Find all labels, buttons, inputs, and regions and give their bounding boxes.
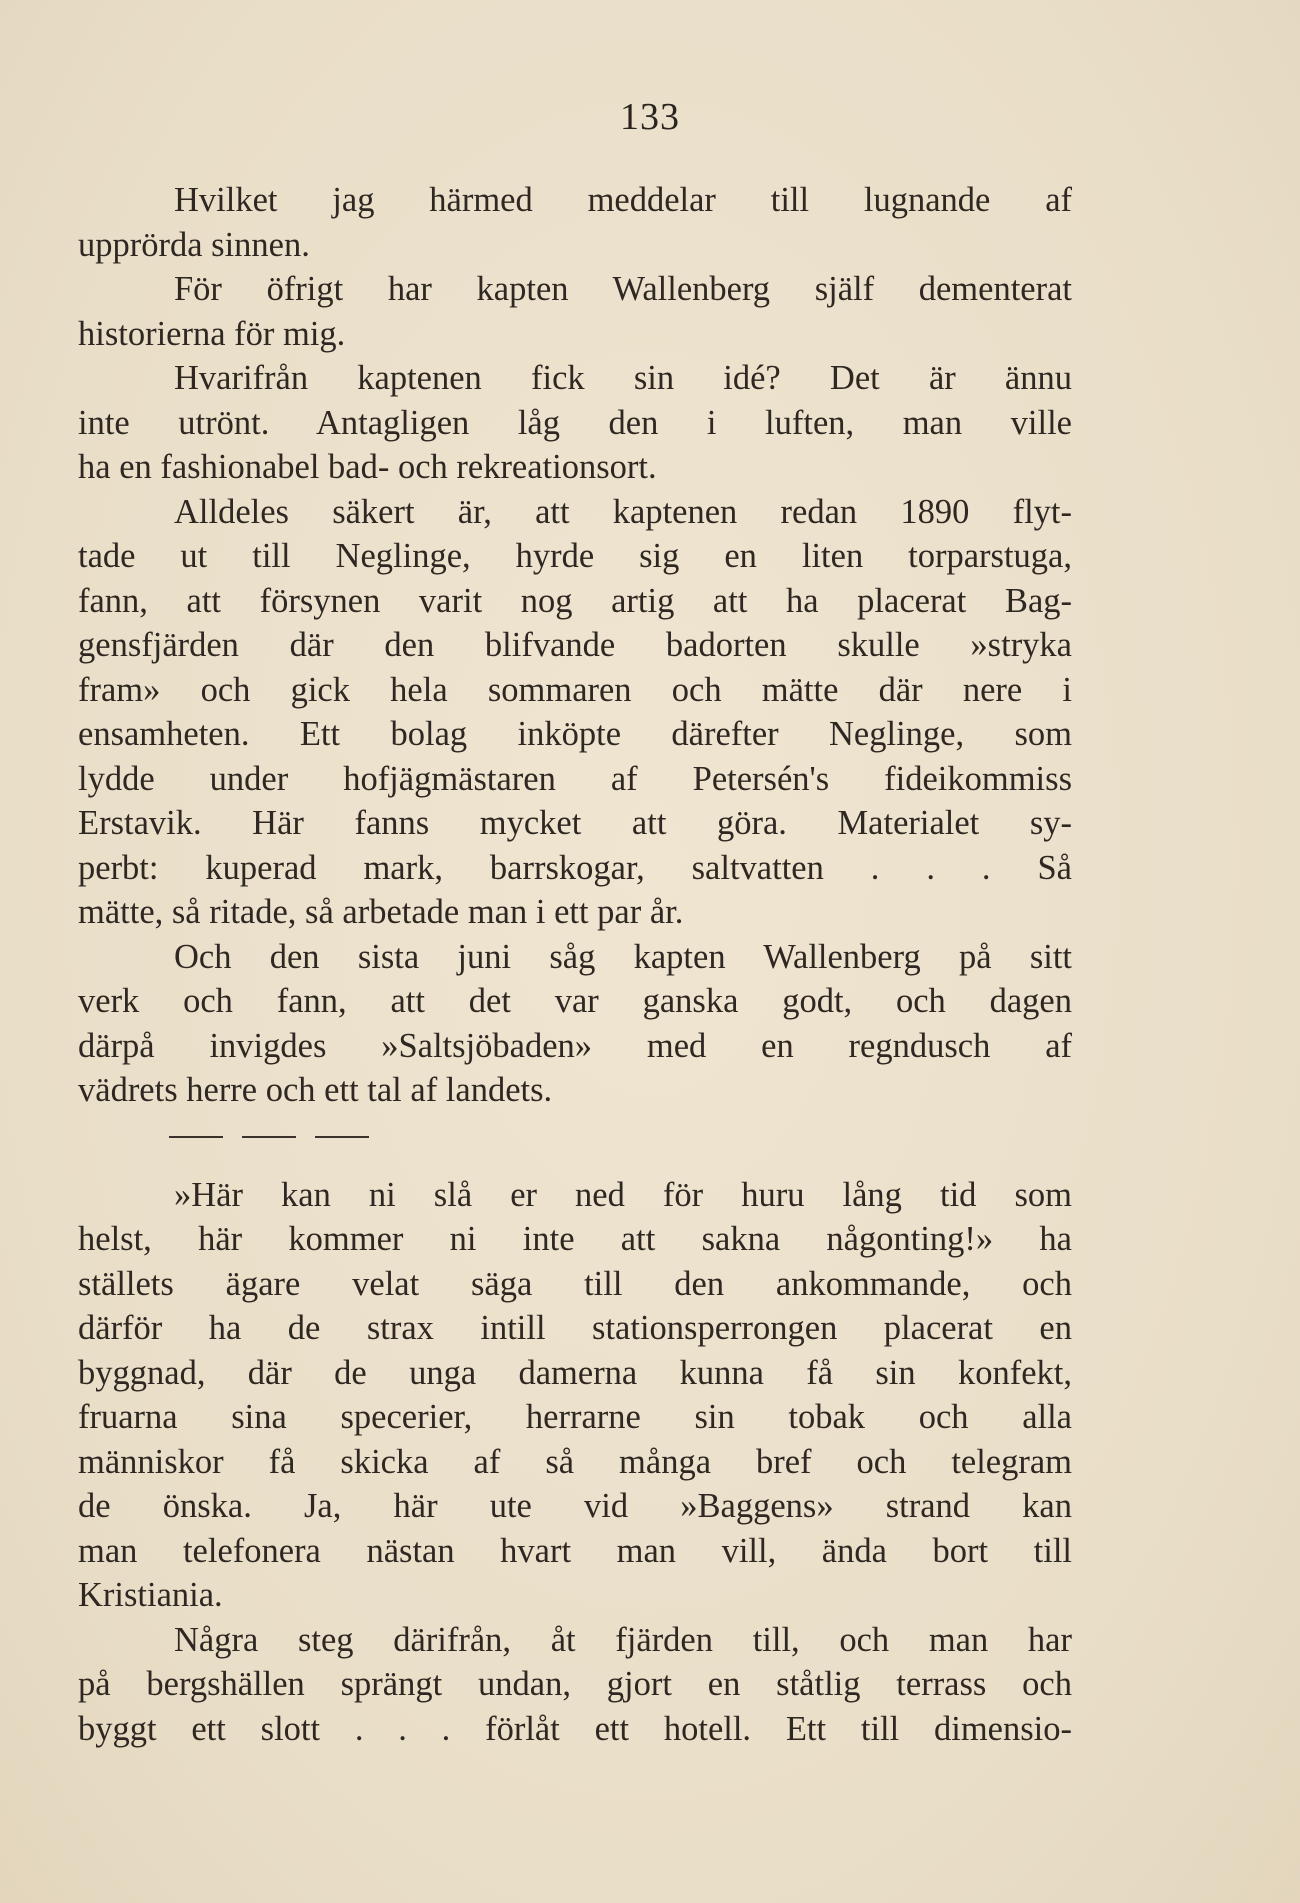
text-line: historierna för mig. bbox=[78, 314, 346, 353]
text-line: fruarna sina specerier, herrarne sin tobak och alla bbox=[78, 1398, 1072, 1436]
dash bbox=[315, 1136, 369, 1138]
divider-dashes bbox=[169, 1136, 369, 1139]
text-line: ställets ägare velat säga till den ankommande, och bbox=[78, 1264, 1072, 1303]
text-line: vädrets herre och ett tal af landets. bbox=[78, 1071, 553, 1109]
text-line: För öfrigt har kapten Wallenberg själf dementerat bbox=[174, 270, 1072, 308]
text-line: inte utrönt. Antagligen låg den i luften, man ville bbox=[78, 403, 1072, 442]
body-text bbox=[78, 178, 1072, 1751]
text-line: människor få skicka af så många bref och telegram bbox=[78, 1442, 1072, 1481]
text-line: ha en fashionabel bad- och rekreationsort. bbox=[78, 448, 657, 486]
text-line: fram» och gick hela sommaren och mätte där nere i bbox=[78, 670, 1072, 709]
text-line: Erstavik. Här fanns mycket att göra. Materialet sy- bbox=[78, 804, 1072, 842]
text-line: Hvilket jag härmed meddelar till lugnande af bbox=[174, 181, 1072, 219]
text-line: ensamheten. Ett bolag inköpte därefter Neglinge, som bbox=[78, 715, 1072, 753]
text-line: Hvarifrån kaptenen fick sin idé? Det är ännu bbox=[174, 359, 1072, 397]
text-section-after-divider bbox=[78, 1173, 1072, 1752]
text-line: Alldeles säkert är, att kaptenen redan 1890 flyt- bbox=[174, 492, 1072, 531]
text-line: lydde under hofjägmästaren af Petersén's fideikommiss bbox=[78, 759, 1072, 798]
text-line: därför ha de strax intill stationsperrongen placerat en bbox=[78, 1309, 1072, 1347]
text-line: Några steg därifrån, åt fjärden till, och man har bbox=[174, 1620, 1072, 1659]
text-line: »Här kan ni slå er ned för huru lång tid som bbox=[174, 1175, 1072, 1214]
text-line: gensfjärden där den blifvande badorten skulle »stryka bbox=[78, 626, 1072, 664]
text-line: de önska. Ja, här ute vid »Baggens» strand kan bbox=[78, 1487, 1072, 1525]
text-section-before-divider bbox=[78, 178, 1072, 1113]
text-line: fann, att försynen varit nog artig att ha placerat Bag- bbox=[78, 581, 1072, 620]
text-line: Kristiania. bbox=[78, 1576, 223, 1614]
section-divider bbox=[78, 1113, 1072, 1173]
page-number: 133 bbox=[620, 96, 680, 138]
text-line: man telefonera nästan hvart man vill, ända bort till bbox=[78, 1531, 1072, 1570]
text-line: tade ut till Neglinge, hyrde sig en liten torparstuga, bbox=[78, 537, 1072, 575]
text-line: därpå invigdes »Saltsjöbaden» med en regndusch af bbox=[78, 1026, 1072, 1065]
text-line: verk och fann, att det var ganska godt, och dagen bbox=[78, 982, 1072, 1020]
text-line: helst, här kommer ni inte att sakna någonting!» ha bbox=[78, 1220, 1072, 1258]
text-line: mätte, så ritade, så arbetade man i ett par år. bbox=[78, 893, 684, 931]
dash bbox=[169, 1136, 223, 1138]
text-line: upprörda sinnen. bbox=[78, 225, 310, 264]
text-line: på bergshällen sprängt undan, gjort en ståtlig terrass och bbox=[78, 1665, 1072, 1703]
text-line: byggnad, där de unga damerna kunna få sin konfekt, bbox=[78, 1353, 1072, 1392]
text-line: perbt: kuperad mark, barrskogar, saltvatten . . . Så bbox=[78, 848, 1072, 887]
text-line: Och den sista juni såg kapten Wallenberg på sitt bbox=[174, 937, 1072, 976]
dash bbox=[242, 1136, 296, 1138]
text-line: byggt ett slott . . . förlåt ett hotell. Ett till dimensio- bbox=[78, 1709, 1072, 1748]
